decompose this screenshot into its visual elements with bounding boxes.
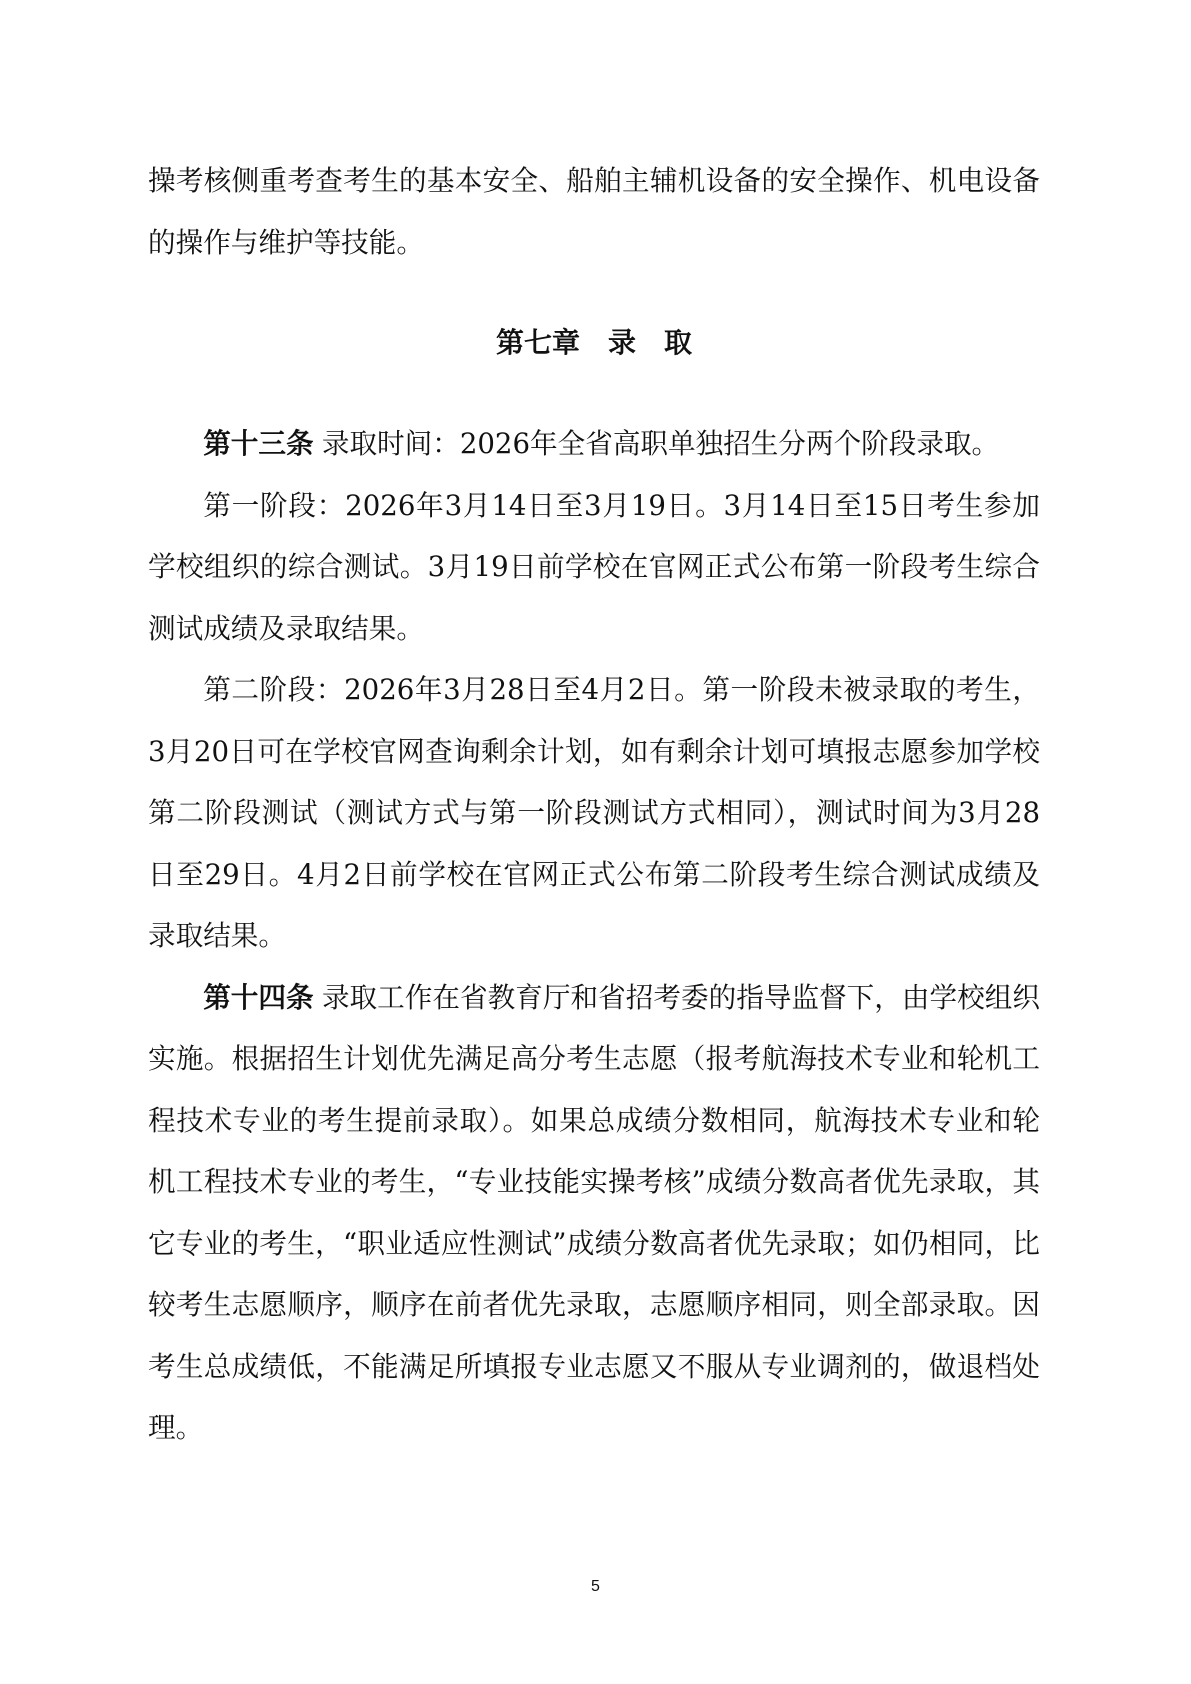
document-page <box>148 150 1040 1459</box>
chapter-number: 第七章 <box>495 326 580 359</box>
stage-2-paragraph: 第二阶段：2026年3月28日至4月2日。第一阶段未被录取的考生，3月20日可在学校官网查询剩余计划，如有剩余计划可填报志愿参加学校第二阶段测试（测试方式与第一阶段测试方式相同），测试时间为3月28日至29日。4月2日前学校在官网正式公布第二阶段考生综合测试成绩及录取结果。 <box>148 673 1040 952</box>
chapter-title-char: 录 <box>607 326 636 359</box>
page-number: 5 <box>591 1578 600 1595</box>
article-text: 录取时间：2026年全省高职单独招生分两个阶段录取。 <box>321 427 1000 460</box>
chapter-heading <box>148 313 1040 373</box>
chapter-title-char: 取 <box>664 326 693 359</box>
article-label: 第十三条 <box>203 427 314 460</box>
article-13-paragraph <box>148 413 1040 475</box>
continuation-paragraph: 操考核侧重考查考生的基本安全、船舶主辅机设备的安全操作、机电设备的操作与维护等技能。 <box>148 164 1040 259</box>
article-14-paragraph <box>148 967 1040 1459</box>
article-label: 第十四条 <box>203 980 314 1014</box>
article-text: 录取工作在省教育厅和省招考委的指导监督下，由学校组织实施。根据招生计划优先满足高分考生志愿（报考航海技术专业和轮机工程技术专业的考生提前录取）。如果总成绩分数相同，航海技术专业和轮机工程技术专业的考生，“专业技能实操考核”成绩分数高者优先录取，其它专业的考生，“职业适应性测试”成绩分数高者优先录取；如仍相同，比较考生志愿顺序，顺序在前者优先录取，志愿顺序相同，则全部录取。因考生总成绩低，不能满足所填报专业志愿又不服从专业调剂的，做退档处理。 <box>148 980 1040 1444</box>
stage-1-paragraph: 第一阶段：2026年3月14日至3月19日。3月14日至15日考生参加学校组织的综合测试。3月19日前学校在官网正式公布第一阶段考生综合测试成绩及录取结果。 <box>148 488 1040 645</box>
